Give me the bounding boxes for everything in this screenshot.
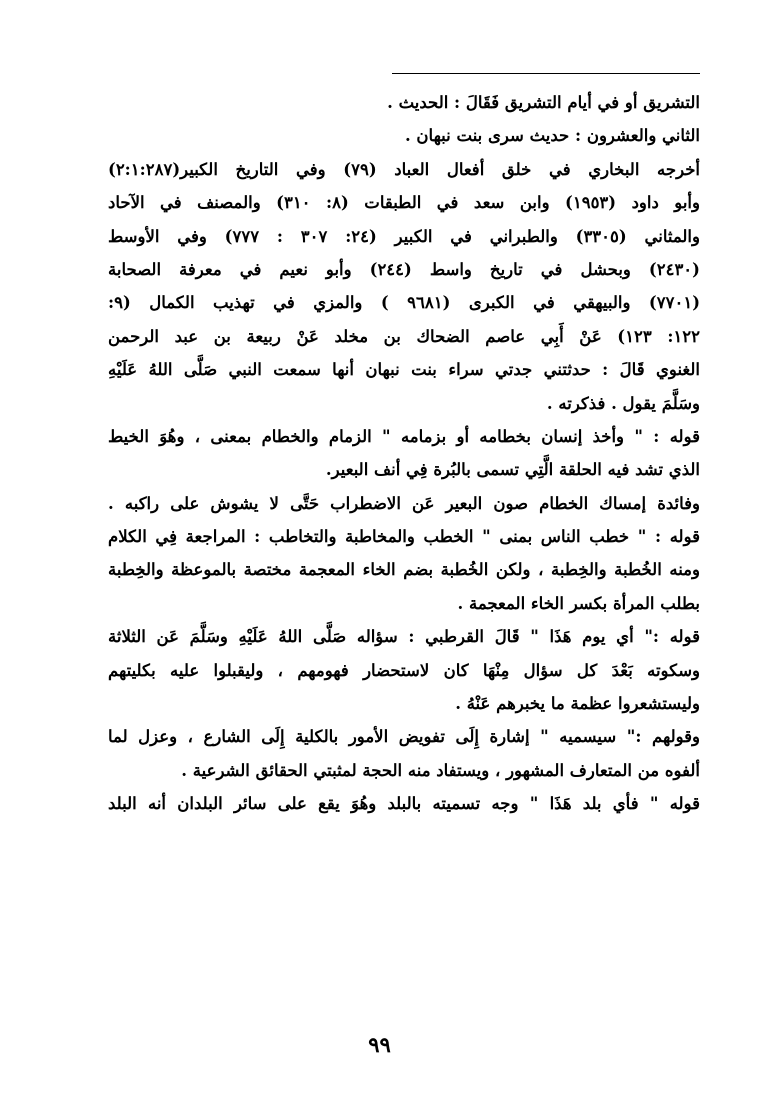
text-line-7: (٧٧٠١) والبيهقي في الكبرى (٩٦٨١ ) والمزي في تهذيب الكمال (٩: [108, 293, 700, 313]
text-line-8: ١٢٢: ١٢٣) عَنْ أَبِي عاصم الضحاك بن مخلد عَنْ ربيعة بن عبد الرحمن [108, 326, 700, 346]
page-number: ٩٩ [368, 1032, 391, 1057]
text-line-3: أخرجه البخاري في خلق أفعال العباد (٧٩) وفي التاريخ الكبير(٢:١:٢٨٧) [108, 159, 700, 179]
text-line-19: وليستشعروا عظمة ما يخبرهم عَنْهُ . [455, 694, 700, 714]
text-line-20: وقولهم :" سيسميه " إشارة إِلَى تفويض الأمور بالكلية إِلَى الشارع ، وعزل لما [108, 727, 700, 747]
text-line-11: قوله : " وأخذ إنسان بخطامه أو بزمامه " الزمام والخطام بمعنى ، وهُوَ الخيط [108, 426, 700, 446]
text-line-4: وأبو داود (١٩٥٣) وابن سعد في الطبقات (٨: ٣١٠) والمصنف في الآحاد [108, 193, 700, 213]
text-line-18: وسكوته بَعْدَ كل سؤال مِنْهَا كان لاستحضار فهومهم ، وليقبلوا عليه بكليتهم [108, 660, 700, 680]
text-line-16: بطلب المرأة بكسر الخاء المعجمة . [457, 593, 700, 613]
body-text [108, 86, 700, 821]
text-line-21: ألفوه من المتعارف المشهور ، ويستفاد منه الحجة لمثبتي الحقائق الشرعية . [181, 760, 700, 780]
text-line-10: وسَلَّمَ يقول . فذكرته . [546, 393, 700, 413]
text-line-13: وفائدة إمساك الخطام صون البعير عَن الاضطراب حَتَّى لا يشوش على راكبه . [108, 493, 700, 513]
text-line-17: قوله :" أي يوم هَذَا " قَالَ القرطبي : سؤاله صَلَّى اللهُ عَلَيْهِ وسَلَّمَ عَن الثلاثة [108, 627, 700, 647]
text-line-12: الذي تشد فيه الحلقة الَّتِي تسمى بالبُرة فِي أنف البعير. [325, 460, 700, 480]
text-line-1: التشريق أو في أيام التشريق فَقَالَ : الحديث . [387, 93, 700, 112]
text-line-5: والمثاني (٣٣٠٥) والطبراني في الكبير (٢٤: ٣٠٧ : ٧٧٧) وفي الأوسط [108, 226, 700, 246]
top-rule [392, 73, 700, 74]
text-line-2: الثاني والعشرون : حديث سرى بنت نبهان . [404, 126, 700, 146]
text-line-14: قوله : " خطب الناس بمنى " الخطب والمخاطبة والتخاطب : المراجعة فِي الكلام [108, 527, 700, 547]
text-line-9: الغنوي قَالَ : حدثتني جدتي سراء بنت نبهان أنها سمعت النبي صَلَّى اللهُ عَلَيْهِ [108, 360, 700, 380]
text-line-6: (٢٤٣٠) وبحشل في تاريخ واسط (٢٤٤) وأبو نعيم في معرفة الصحابة [108, 259, 700, 279]
text-line-22: قوله " فأي بلد هَذَا " وجه تسميته بالبلد وهُوَ يقع على سائر البلدان أنه البلد [108, 794, 700, 814]
text-line-15: ومنه الخُطبة والخِطبة ، ولكن الخُطبة بضم الخاء المعجمة مختصة بالموعظة والخِطبة [108, 560, 700, 580]
